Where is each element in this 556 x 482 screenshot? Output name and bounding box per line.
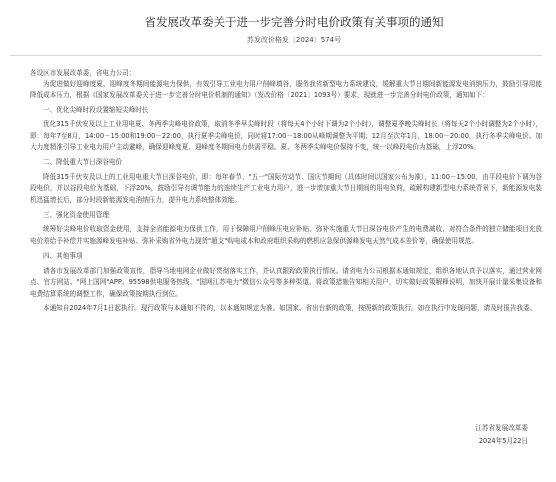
- section-heading-1: 一、优化尖峰时段设置缩短尖峰时长: [43, 105, 149, 114]
- section-text-3: 统筹好尖峰电价收取资金使用，支持全省能源电力保供工作，用于保障用户削峰压电应补贴、弥补实施重大节日深谷电价产生的电费减收、对符合条件的独立储能项目充放电价差给予补偿并实施源峰发电补贴、弥补采购省外电力现货"超支"购电成本和政府组织采购的燃机应急保供源峰发电天然气成本差价等，确保使用规范。: [30, 225, 542, 245]
- signature-date: 2024年5月22日: [478, 437, 528, 445]
- section-text-4: 请各市发展改革部门加强政策宣传，指导当地电网企业做好贯彻落实工作，并认真跟踪政策执行情况。请省电力公司根据本通知规定，组织各地认真予以落实，通过营业网点、官方网站、"网上国网"APP、95598供电服务热线、"国网江苏电力"微信公众号等多种渠道，将政策措施告知相关用户，切实做好政策解释说明，加快开展计量采集设备和电费结算系统的调整工作，确保政策按期执行到位。: [30, 266, 542, 298]
- section-heading-4: 四、其他事项: [43, 252, 83, 261]
- document-body: [30, 79, 542, 314]
- document-title: 省发展改革委关于进一步完善分时电价政策有关事项的通知: [144, 15, 444, 29]
- salutation: 各设区市发展改革委，省电力公司：: [30, 69, 136, 77]
- closing-paragraph: 本通知自2024年7月1日起执行。现行政策与本通知不符的，以本通知规定为准。如国家、省出台新的政策，按照新的政策执行。如在执行中发现问题，请及时报告我委。: [43, 303, 537, 312]
- section-text-1: 优化315千伏安及以上工业用电夏、冬两季尖峰电价政策，取消冬季早尖峰时段（将每天4个小时下调为2个小时），调整夏季晚尖峰时长（将每天2个小时调整为2个小时），即：每年7至8月，14:00－15:00和19:00－22:00，执行夏季尖峰电价，同时将17:00－18:00从峰期调整为平期；12月至次年1月，18:00－20:00，执行冬季尖峰电价。加大力度精准引导工业电力用户主动避峰，确保迎峰度夏、迎峰度冬期间电力供需平稳。夏、冬两季尖峰电价保持不变，统一以峰段电价为基础，上浮20%。: [30, 120, 542, 152]
- section-heading-2: 二、降低重大节日深谷电价: [43, 158, 123, 167]
- document-number: 苏发改价格发〔2024〕574号: [246, 36, 342, 44]
- signature-block: [475, 422, 528, 448]
- section-heading-3: 三、强化资金使用管理: [43, 211, 109, 220]
- intro-paragraph: 为促进做好迎峰度夏、迎峰度冬期间能源电力保供，有效引导工业电力用户削峰填谷，服务我省新型电力系统建设，缓解重大节日期间新能源发电消纳压力，鼓励引导用能降低成本压力，根据《国家发展改革委关于进一步完善分时电价机制的通知》（发改价格〔2021〕1093号）要求，现就进一步完善分时电价政策，通知如下：: [30, 80, 542, 100]
- signature-organization: 江苏省发展改革委: [475, 424, 528, 432]
- section-text-2: 降低315千伏安及以上的工业用电重大节日深谷电价，即：每年春节、"五一"国际劳动节、国庆节期间（具体时间以国家公布为准），11:00－15:00，由平段电价下调为谷段电价，并以谷段电价为基础，下浮20%，鼓励引导有调节能力的连续生产工业电力用户，进一步增加重大节日期间的用电负荷，疏解构建新型电力系统背景下，新能源发电装机迅猛增长后，部分时段新能源发电消纳压力，提升电力系统整体效能。: [30, 172, 542, 204]
- title-divider: [10, 55, 542, 56]
